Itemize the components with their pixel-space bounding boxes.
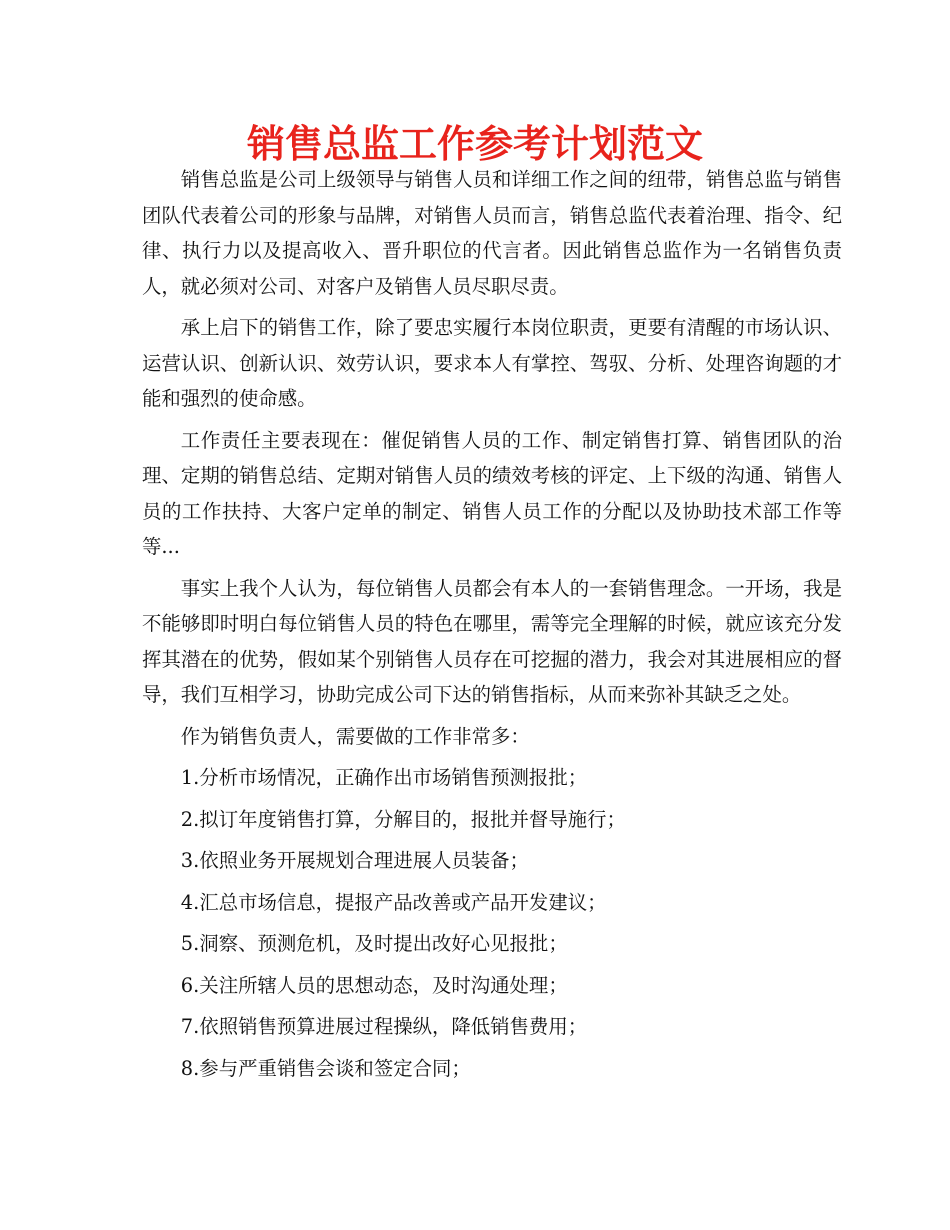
list-item: 6.关注所辖人员的思想动态，及时沟通处理； <box>180 973 568 997</box>
paragraph-duties: 工作责任主要表现在：催促销售人员的工作、制定销售打算、销售团队的治理、定期的销售总结、定期对销售人员的绩效考核的评定、上下级的沟通、销售人员的工作扶持、大客户定单的制定、销售人员工作的分配以及协助技术部工作等等... <box>142 428 842 558</box>
paragraph-list-intro: 作为销售负责人，需要做的工作非常多： <box>180 724 530 748</box>
task-list <box>142 760 842 1086</box>
list-item: 4.汇总市场信息，提报产品改善或产品开发建议； <box>180 890 607 914</box>
paragraph-intro: 销售总监是公司上级领导与销售人员和详细工作之间的纽带，销售总监与销售团队代表着公司的形象与品牌，对销售人员而言，销售总监代表着治理、指令、纪律、执行力以及提高收入、晋升职位的代言者。因此销售总监作为一名销售负责人，就必须对公司、对客户及销售人员尽职尽责。 <box>142 168 842 298</box>
list-item: 8.参与严重销售会谈和签定合同； <box>180 1056 471 1080</box>
list-item: 5.洞察、预测危机，及时提出改好心见报批； <box>180 932 568 955</box>
document-title: 销售总监工作参考计划范文 <box>246 122 703 166</box>
paragraph-opinion: 事实上我个人认为，每位销售人员都会有本人的一套销售理念。一开场，我是不能够即时明白每位销售人员的特色在哪里，需等完全理解的时候，就应该充分发挥其潜在的优势，假如某个别销售人员存在可挖掘的潜力，我会对其进展相应的督导，我们互相学习，协助完成公司下达的销售指标，从而来弥补其缺乏之处。 <box>142 576 842 706</box>
list-item: 2.拟订年度销售打算，分解目的，报批并督导施行； <box>180 807 626 831</box>
list-item: 1.分析市场情况，正确作出市场销售预测报批； <box>180 766 588 789</box>
paragraph-responsibility: 承上启下的销售工作，除了要忠实履行本岗位职责，更要有清醒的市场认识、运营认识、创新认识、效劳认识，要求本人有掌控、驾驭、分析、处理咨询题的才能和强烈的使命感。 <box>142 316 842 410</box>
list-item: 3.依照业务开展规划合理进展人员装备； <box>180 849 529 872</box>
document-body <box>142 162 842 1092</box>
list-item: 7.依照销售预算进展过程操纵，降低销售费用； <box>180 1015 588 1038</box>
